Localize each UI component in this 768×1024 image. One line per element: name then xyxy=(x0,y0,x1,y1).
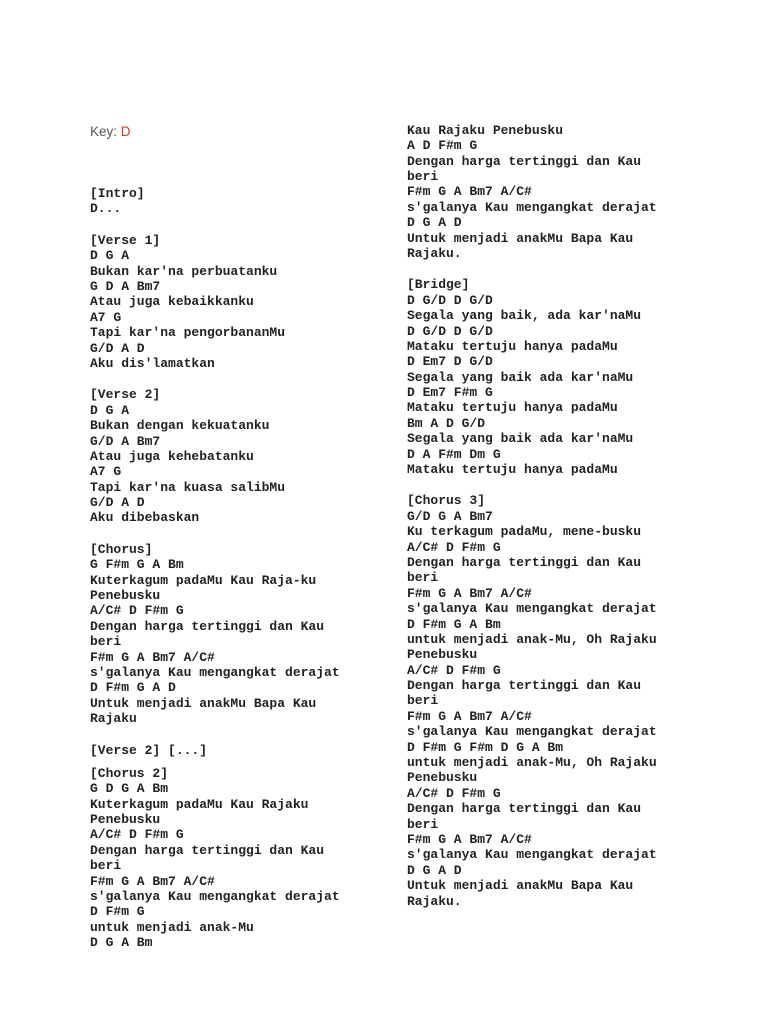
song-line: Tapi kar'na pengorbananMu xyxy=(90,325,286,341)
song-line: beri xyxy=(90,858,122,874)
song-line: D F#m G A D xyxy=(90,680,176,696)
song-line: G/D A D xyxy=(90,495,145,511)
section-header: [Verse 1] xyxy=(90,232,161,248)
song-line: Penebusku xyxy=(90,588,161,604)
song-line: A7 G xyxy=(90,464,122,480)
section-header: [Chorus 3] xyxy=(407,493,486,509)
song-section xyxy=(90,743,390,758)
song-line: Aku dis'lamatkan xyxy=(90,355,215,371)
song-section xyxy=(407,277,707,477)
song-line: Dengan harga tertinggi dan Kau xyxy=(407,678,642,694)
song-line: untuk menjadi anak-Mu, Oh Rajaku xyxy=(407,755,657,771)
song-line: A/C# D F#m G xyxy=(90,603,184,619)
song-line: untuk menjadi anak-Mu xyxy=(90,919,254,935)
song-line: D... xyxy=(90,201,122,217)
song-line: D G A Bm xyxy=(90,935,153,951)
section-spacer xyxy=(90,217,390,233)
song-line: s'galanya Kau mengangkat derajat xyxy=(407,601,657,617)
song-line: F#m G A Bm7 A/C# xyxy=(90,649,215,665)
song-line: beri xyxy=(407,693,439,709)
section-header: [Verse 2] xyxy=(90,387,161,403)
song-line: F#m G A Bm7 A/C# xyxy=(407,832,532,847)
song-line: Penebusku xyxy=(407,647,478,663)
song-line: beri xyxy=(90,634,122,650)
song-line: Bm A D G/D xyxy=(407,415,486,431)
song-section xyxy=(90,542,390,727)
key-value: D xyxy=(120,123,131,139)
song-section xyxy=(407,493,707,909)
song-line: Rajaku. xyxy=(407,245,462,261)
section-header: [Chorus] xyxy=(90,541,153,557)
song-line: Untuk menjadi anakMu Bapa Kau xyxy=(90,695,317,711)
song-line: beri xyxy=(407,816,439,832)
song-line: Kau Rajaku Penebusku xyxy=(407,122,564,138)
song-line: D G A xyxy=(90,402,130,418)
section-spacer xyxy=(407,261,707,277)
song-line: G F#m G A Bm xyxy=(90,557,184,573)
song-line: s'galanya Kau mengangkat derajat xyxy=(90,889,340,905)
left-column xyxy=(90,92,390,966)
section-header: [Bridge] xyxy=(407,277,470,293)
song-line: A/C# D F#m G xyxy=(407,539,501,555)
section-spacer xyxy=(407,477,707,493)
right-sections xyxy=(407,123,707,909)
section-header: [Verse 2] [...] xyxy=(90,742,208,758)
right-column xyxy=(407,92,707,924)
song-line: A D F#m G xyxy=(407,138,478,154)
song-line: Penebusku xyxy=(90,812,161,828)
song-section xyxy=(407,123,707,262)
song-line: G/D A D xyxy=(90,340,145,356)
song-line: Mataku tertuju hanya padaMu xyxy=(407,338,618,354)
song-line: Penebusku xyxy=(407,770,478,786)
song-line: Atau juga kehebatanku xyxy=(90,448,254,464)
song-line: Bukan dengan kekuatanku xyxy=(90,418,270,434)
song-line: D F#m G F#m D G A Bm xyxy=(407,739,564,755)
key-indicator xyxy=(90,124,390,139)
song-line: D G A xyxy=(90,248,130,264)
song-section xyxy=(90,186,390,217)
section-spacer xyxy=(90,371,390,387)
song-line: A7 G xyxy=(90,309,122,325)
song-line: s'galanya Kau mengangkat derajat xyxy=(90,664,340,680)
song-line: Dengan harga tertinggi dan Kau xyxy=(90,618,325,634)
song-line: s'galanya Kau mengangkat derajat xyxy=(407,724,657,740)
song-line: D G A D xyxy=(407,862,462,878)
song-line: Untuk menjadi anakMu Bapa Kau xyxy=(407,230,634,246)
song-line: G D A Bm7 xyxy=(90,278,161,294)
song-line: G/D G A Bm7 xyxy=(407,508,493,524)
song-line: Atau juga kebaikkanku xyxy=(90,294,254,310)
song-line: Segala yang baik, ada kar'naMu xyxy=(407,308,642,324)
song-line: F#m G A Bm7 A/C# xyxy=(90,873,215,889)
song-line: D A F#m Dm G xyxy=(407,446,501,462)
section-spacer xyxy=(90,758,390,766)
song-line: A/C# D F#m G xyxy=(90,827,184,843)
song-line: Bukan kar'na perbuatanku xyxy=(90,263,278,279)
song-line: Dengan harga tertinggi dan Kau xyxy=(90,842,325,858)
song-line: F#m G A Bm7 A/C# xyxy=(407,708,532,724)
song-line: Tapi kar'na kuasa salibMu xyxy=(90,479,286,495)
song-line: Aku dibebaskan xyxy=(90,510,200,526)
song-section xyxy=(90,233,390,372)
song-line: D Em7 F#m G xyxy=(407,385,493,401)
song-line: G D G A Bm xyxy=(90,781,169,797)
song-line: Kuterkagum padaMu Kau Raja-ku xyxy=(90,572,317,588)
section-spacer xyxy=(90,727,390,743)
song-line: Ku terkagum padaMu, mene-busku xyxy=(407,524,642,540)
song-line: untuk menjadi anak-Mu, Oh Rajaku xyxy=(407,631,657,647)
song-line: Untuk menjadi anakMu Bapa Kau xyxy=(407,878,634,894)
song-line: beri xyxy=(407,168,439,184)
song-line: Mataku tertuju hanya padaMu xyxy=(407,462,618,478)
song-section xyxy=(90,387,390,526)
section-header: [Chorus 2] xyxy=(90,765,169,781)
song-line: Rajaku xyxy=(90,711,137,727)
section-spacer xyxy=(90,526,390,542)
section-header: [Intro] xyxy=(90,186,145,202)
key-label: Key: xyxy=(90,123,121,139)
song-line: G/D A Bm7 xyxy=(90,433,161,449)
song-line: Dengan harga tertinggi dan Kau xyxy=(407,554,642,570)
song-line: D F#m G A Bm xyxy=(407,616,501,632)
song-line: D Em7 D G/D xyxy=(407,354,493,370)
song-line: Segala yang baik ada kar'naMu xyxy=(407,369,634,385)
song-line: F#m G A Bm7 A/C# xyxy=(407,585,532,601)
song-line: D F#m G xyxy=(90,904,145,920)
song-section xyxy=(90,766,390,951)
song-line: A/C# D F#m G xyxy=(407,785,501,801)
song-line: Kuterkagum padaMu Kau Rajaku xyxy=(90,796,309,812)
song-line: Dengan harga tertinggi dan Kau xyxy=(407,801,642,817)
song-line: Mataku tertuju hanya padaMu xyxy=(407,400,618,416)
song-line: s'galanya Kau mengangkat derajat xyxy=(407,847,657,863)
song-line: Dengan harga tertinggi dan Kau xyxy=(407,153,642,169)
song-line: s'galanya Kau mengangkat derajat xyxy=(407,199,657,215)
song-line: beri xyxy=(407,570,439,586)
song-line: Rajaku. xyxy=(407,893,462,909)
song-line: Segala yang baik ada kar'naMu xyxy=(407,431,634,447)
song-line: F#m G A Bm7 A/C# xyxy=(407,184,532,200)
song-line: D G A D xyxy=(407,215,462,231)
left-sections xyxy=(90,186,390,951)
song-line: D G/D D G/D xyxy=(407,292,493,308)
song-line: D G/D D G/D xyxy=(407,323,493,339)
song-line: A/C# D F#m G xyxy=(407,662,501,678)
